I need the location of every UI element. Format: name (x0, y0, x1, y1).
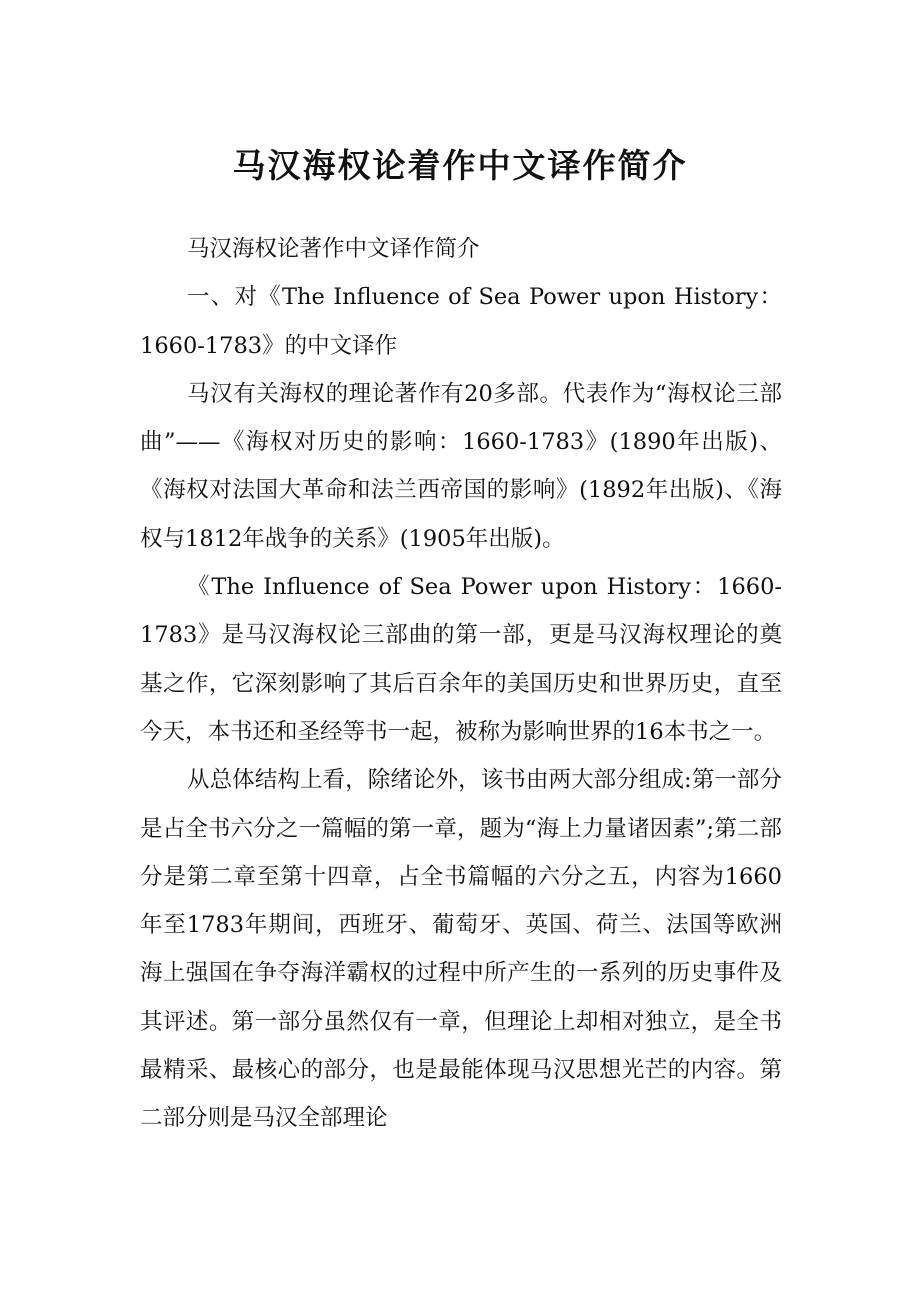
paragraph-structure: 从总体结构上看，除绪论外，该书由两大部分组成:第一部分是占全书六分之一篇幅的第一章，题为“海上力量诸因素”;第二部分是第二章至第十四章，占全书篇幅的六分之五，内容为1660年至1783年期间，西班牙、葡萄牙、英国、荷兰、法国等欧洲海上强国在争夺海洋霸权的过程中所产生的一系列的历史事件及其评述。第一部分虽然仅有一章，但理论上却相对独立，是全书最精采、最核心的部分，也是最能体现马汉思想光芒的内容。第二部分则是马汉全部理论 (140, 767, 782, 1132)
paragraph-trilogy: 马汉有关海权的理论著作有20多部。代表作为“海权论三部曲”——《海权对历史的影响：1660-1783》(1890年出版)、《海权对法国大革命和法兰西帝国的影响》(1892年出版)、《海权与1812年战争的关系》(1905年出版)。 (140, 380, 782, 552)
paragraph-influence: 《The Influence of Sea Power upon History：1660-1783》是马汉海权论三部曲的第一部，更是马汉海权理论的奠基之作，它深刻影响了其后百余年的美国历史和世界历史，直至今天，本书还和圣经等书一起，被称为影响世界的16本书之一。 (140, 574, 782, 745)
document-title: 马汉海权论着作中文译作简介 (232, 146, 688, 185)
paragraph-section-heading: 一、对《The Influence of Sea Power upon History：1660-1783》的中文译作 (140, 284, 782, 359)
paragraph-subtitle: 马汉海权论著作中文译作简介 (187, 236, 480, 262)
document-body (140, 225, 782, 1143)
